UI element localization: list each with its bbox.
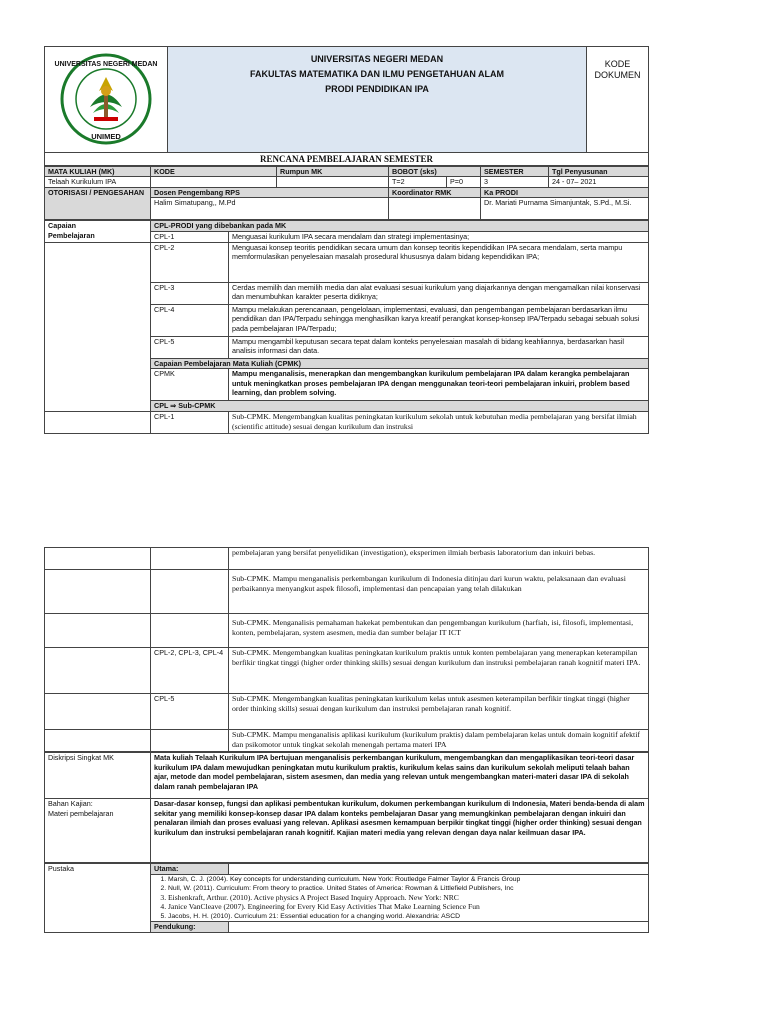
cpl-heading: CPL-PRODI yang dibebankan pada MK [151,221,649,232]
sub-cpmk-code: CPL-5 [151,694,229,730]
bahan-label [45,799,151,863]
sub-cpmk-heading: CPL ⇒ Sub-CPMK [151,401,649,412]
bobot-t: T=2 [389,177,447,188]
document-header [44,46,649,166]
cpl-code: CPL-4 [151,304,229,336]
course-description-table [44,752,649,863]
utama-label: Utama: [151,864,229,875]
deskripsi-label: Diskripsi Singkat MK [45,753,151,799]
kaprodi-name: Dr. Mariati Purnama Simanjuntak, S.Pd., M.Si. [481,198,649,220]
page-2 [44,547,648,933]
pustaka-item: 3. Eishenkraft, Arthur. (2010). Active physics A Project Based Inquiry Approach. New York: NRC [168,893,645,902]
mk-name: Telaah Kurikulum IPA [45,177,151,188]
capaian-label-line2: Pembelajaran [48,230,95,240]
bobot-p: P=0 [447,177,481,188]
h-kode: KODE [151,166,277,177]
capaian-label [45,221,151,242]
sub-cpmk-code [151,548,229,570]
cpl-text: Cerdas memilih dan memilih media dan alat evaluasi sesuai kurikulum yang diajarkannya dengan mengamalkan nilai konservasi dan menumbuhkan karakter peserta didiknya; [229,282,649,304]
cpl-code: CPL-2 [151,242,229,282]
capaian-spacer-2 [45,411,151,433]
sub-cpmk-code [151,570,229,614]
sub-cpmk-code [151,730,229,752]
otorisasi-label: OTORISASI / PENGESAHAN [45,187,151,220]
faculty-name: FAKULTAS MATEMATIKA DAN ILMU PENGETAHUAN ALAM [250,69,504,79]
sub-cpmk-code [151,614,229,648]
bahan-label-line1: Bahan Kajian: [48,799,93,808]
capaian-label-line1: Capaian [48,221,76,231]
program-name: PRODI PENDIDIKAN IPA [325,84,429,94]
capaian-spacer [45,242,151,411]
h-koordinator: Koordinator RMK [389,187,481,198]
logo-cell [45,47,168,153]
pendukung-label: Pendukung: [151,922,229,933]
sub-cpmk-code: CPL-1 [151,411,229,433]
h-mata-kuliah: MATA KULIAH (MK) [45,166,151,177]
kode-dokumen: KODE DOKUMEN [587,47,649,153]
cpl-code: CPL-1 [151,231,229,242]
pustaka-table [44,863,649,933]
pustaka-list-cell [151,874,649,921]
cpmk-code: CPMK [151,369,229,401]
h-rumpun: Rumpun MK [277,166,389,177]
cpmk-text: Mampu menganalisis, menerapkan dan mengembangkan kurikulum pembelajaran IPA dalam kerangka pembelajaran untuk meningkatkan proses pembelajaran IPA dengan menggunakan teori-teori pembelajaran inkuiri, problem based learning, dan problem solving. [229,369,649,401]
sub-cpmk-text: Sub-CPMK. Mengembangkan kualitas peningkatan kurikulum praktis untuk konten pembelajaran yang menerapkan keterampilan berfikir tingkat tinggi (higher order thinking skills) sesuai dengan kurikulum dan instruksi pembelajaran ranah kognitif materi IPA. [229,648,649,694]
row-label [45,694,151,730]
cpl-code: CPL-3 [151,282,229,304]
dosen-name: Halim Simatupang,, M.Pd [151,198,389,220]
sub-cpmk-code: CPL-2, CPL-3, CPL-4 [151,648,229,694]
bahan-text: Dasar-dasar konsep, fungsi dan aplikasi pembentukan kurikulum, dokumen perkembangan kurikulum di Indonesia, Materi benda-benda di alam sekitar yang memiliki konsep-konsep dasar IPA dalam konteks pembelajaran Dasar yang memungkinkan pembelajaran dengan inkuiri dan penalaran ilmiah dan proses evaluasi yang relevan. Aplikasi asesmen kemampuan berpikir tingkat tinggi (higher order thinking) sesuai dengan kurikulum dan instruksi pembelajaran ranah kognitif. Kajian materi media yang relevan dengan daya nalar keilmuan dasar IPA. [151,799,649,863]
logo-text-top: UNIVERSITAS NEGERI MEDAN [54,61,158,68]
cpmk-heading: Capaian Pembelajaran Mata Kuliah (CPMK) [151,358,649,369]
pendukung-spacer [229,922,649,933]
sub-cpmk-text: Sub-CPMK. Mengembangkan kualitas peningkatan kurikulum kelas untuk asesmen keterampilan berfikir tingkat tinggi (higher order thinking skills) sesuai dengan kurikulum dan instruksi pembelajaran ranah kognitif. [229,694,649,730]
pustaka-item: 2. Null, W. (2011). Curriculum: From theory to practice. United States of America: Rowman & Littlefield Publishers, Inc [168,884,645,893]
capaian-table [44,220,649,433]
pustaka-label: Pustaka [45,864,151,933]
institution-block [168,47,587,153]
pustaka-item: 4. Janice VanCleave (2007). Engineering for Every Kid Easy Activities That Make Learning Science Fun [168,902,645,911]
unimed-logo [45,47,168,149]
sub-cpmk-text: Sub-CPMK. Mengembangkan kualitas peningkatan kurikulum sekolah untuk kebutuhan media pembelajaran yang bersifat ilmiah (scientific attitude) sesuai dengan kurikulum dan instruksi [229,411,649,433]
sub-cpmk-text: Sub-CPMK. Mampu menganalisis perkembangan kurikulum di Indonesia ditinjau dari kurun waktu, pelaksanaan dan evaluasi perbaikannya menyangkut aspek filosofi, implementasi dan pencapaian yang telah dilakukan [229,570,649,614]
deskripsi-text: Mata kuliah Telaah Kurikulum IPA bertujuan menganalisis perkembangan kurikulum, mengembangkan dan mengaplikasikan teori-teori dasar kurikulum IPA dalam mewujudkan peningkatan mutu kurikulum praktis, kurikulum kelas sains dan kurikulum sekolah meliputi telaah bahan ajar, metode dan model pembelajaran, sistem asesmen, dan media yang relevan untuk mengembangkan materi-materi dasar IPA di sekolah dalam ranah pembelajaran IPA [151,753,649,799]
utama-spacer [229,864,649,875]
page-1 [44,46,648,434]
pustaka-list [154,875,645,921]
logo-text-bottom: UNIMED [91,132,121,141]
university-name: UNIVERSITAS NEGERI MEDAN [310,54,444,64]
sub-cpmk-continued-table [44,547,649,752]
course-info-table [44,166,649,221]
row-label [45,570,151,614]
pustaka-item: 1. Marsh, C. J. (2004). Key concepts for understanding curriculum. New York: Routledge Falmer Taylor & Francis Group [168,875,645,884]
tgl-value: 24 - 07– 2021 [549,177,649,188]
cpl-text: Menguasai kurikulum IPA secara mendalam dan strategi implementasinya; [229,231,649,242]
h-kaprodi: Ka PRODI [481,187,649,198]
rumpun-value [277,177,389,188]
cpl-code: CPL-5 [151,336,229,358]
h-semester: SEMESTER [481,166,549,177]
sub-cpmk-text: pembelajaran yang bersifat penyelidikan (investigation), eksperimen ilmiah berbasis laboratorium dan inkuiri bebas. [229,548,649,570]
pustaka-item: 5. Jacobs, H. H. (2010). Curriculum 21: Essential education for a changing world. Alexandria: ASCD [168,912,645,921]
rps-title: RENCANA PEMBELAJARAN SEMESTER [45,152,649,165]
row-label [45,648,151,694]
row-label [45,730,151,752]
h-bobot: BOBOT (sks) [389,166,481,177]
h-dosen: Dosen Pengembang RPS [151,187,389,198]
cpl-text: Mampu melakukan perencanaan, pengelolaan, implementasi, evaluasi, dan pengembangan pembelajaran berdasarkan ilmu pendidikan dan IPA/Terpadu sehingga menghasilkan karya kreatif perangkat konsep-konsep IPA/Terpadu sebagai sebuah solusi pada pembelajaran IPA/Terpadu; [229,304,649,336]
row-label [45,614,151,648]
koordinator-name [389,198,481,220]
semester-value: 3 [481,177,549,188]
kode-value [151,177,277,188]
sub-cpmk-text: Sub-CPMK. Menganalisis pemahaman hakekat pembentukan dan pengembangan kurikulum (harfiah, isi, filosofi, implementasi, konten, pembelajaran, system asesmen, media dan sumber belajar IT ICT [229,614,649,648]
bahan-label-line2: Materi pembelajaran [48,808,114,818]
cpl-text: Menguasai konsep teoritis pendidikan secara umum dan konsep teoritis kependidikan IPA secara mendalam, serta mampu memformulasikan penyelesaian masalah prosedural khususnya dalam bidang kependidikan IPA; [229,242,649,282]
row-label [45,548,151,570]
sub-cpmk-text: Sub-CPMK. Mampu menganalisis aplikasi kurikulum (kurikulum praktis) dalam pembelajaran kelas untuk domain kognitif afektif dan psikomotor untuk tingkat sekolah menengah pertama materi IPA [229,730,649,752]
cpl-text: Mampu mengambil keputusan secara tepat dalam konteks penyelesaian masalah di bidang keahliannya, berdasarkan hasil analisis informasi dan data. [229,336,649,358]
h-tgl: Tgl Penyusunan [549,166,649,177]
